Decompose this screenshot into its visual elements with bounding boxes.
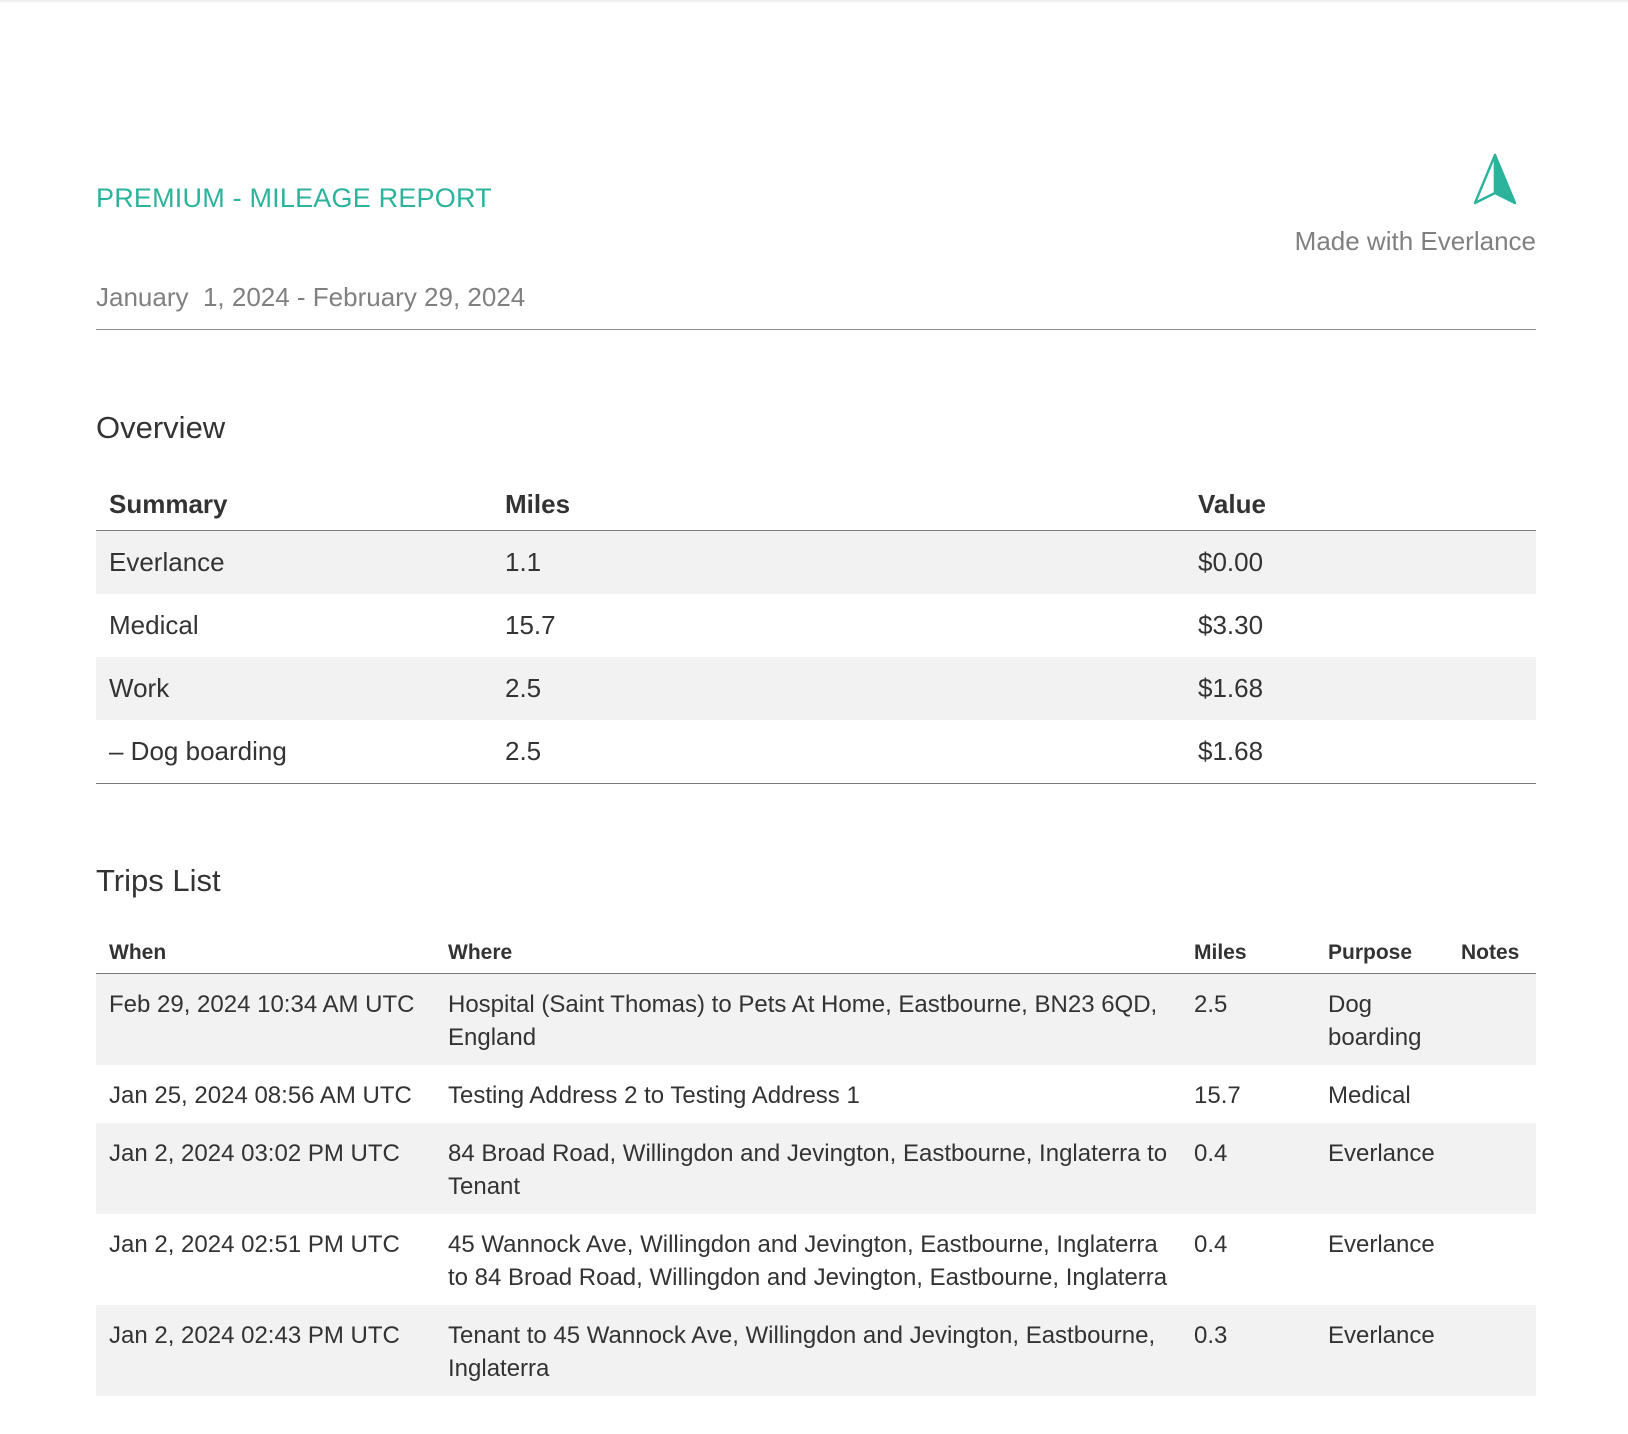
trip-row — [96, 1065, 1536, 1123]
trip-miles: 2.5 — [1194, 991, 1228, 1018]
trip-row — [96, 1214, 1536, 1305]
trip-miles: 15.7 — [1194, 1082, 1241, 1109]
value-cell: $1.68 — [1198, 673, 1264, 703]
miles-cell: 2.5 — [492, 720, 1185, 784]
miles-cell: 2.5 — [505, 673, 542, 703]
column-header-where: Where — [435, 935, 1181, 974]
overview-row — [96, 720, 1536, 784]
header-divider — [96, 329, 1536, 330]
trip-when: Jan 25, 2024 08:56 AM UTC — [109, 1082, 412, 1109]
summary-cell: Work — [109, 673, 170, 703]
trip-where: 45 Wannock Ave, Willingdon and Jevington, Eastbourne, Inglaterra to 84 Broad Road, Willingdon and Jevington, Eastbourne, Inglaterra — [448, 1231, 1168, 1291]
overview-header-row — [96, 478, 1536, 531]
trip-purpose: Dog boarding — [1328, 991, 1422, 1051]
value-cell: $1.68 — [1185, 720, 1536, 784]
trip-where: Tenant to 45 Wannock Ave, Willingdon and Jevington, Eastbourne, Inglaterra — [448, 1322, 1156, 1382]
trip-notes — [1448, 1305, 1536, 1396]
trip-where: Hospital (Saint Thomas) to Pets At Home, Eastbourne, BN23 6QD, England — [448, 991, 1158, 1051]
column-header-miles: Miles — [492, 478, 1185, 531]
report-date-range: January 1, 2024 - February 29, 2024 — [96, 282, 526, 312]
report-header — [96, 0, 1536, 330]
trip-purpose: Everlance — [1328, 1140, 1435, 1167]
summary-cell: Medical — [109, 610, 199, 640]
trip-miles: 0.4 — [1194, 1140, 1228, 1167]
column-header-when: When — [96, 935, 435, 974]
trip-notes — [1448, 1123, 1536, 1214]
overview-row — [96, 657, 1536, 720]
summary-cell: Everlance — [109, 547, 225, 577]
column-header-notes: Notes — [1448, 935, 1536, 974]
overview-table — [96, 478, 1536, 784]
overview-title: Overview — [96, 410, 226, 445]
trip-purpose: Everlance — [1328, 1231, 1435, 1258]
column-header-summary: Summary — [96, 478, 492, 531]
trip-when: Jan 2, 2024 02:51 PM UTC — [109, 1231, 400, 1258]
trip-notes — [1448, 1065, 1536, 1123]
report-page — [96, 0, 1536, 1382]
miles-cell: 15.7 — [505, 610, 556, 640]
trip-purpose: Everlance — [1328, 1322, 1435, 1349]
trips-table — [96, 935, 1536, 1396]
column-header-value: Value — [1185, 478, 1536, 531]
trip-row — [96, 974, 1536, 1066]
trip-when: Jan 2, 2024 02:43 PM UTC — [109, 1322, 400, 1349]
trip-purpose: Medical — [1328, 1082, 1411, 1109]
miles-cell: 1.1 — [505, 547, 542, 577]
column-header-purpose: Purpose — [1315, 935, 1448, 974]
report-title: PREMIUM - MILEAGE REPORT — [96, 183, 492, 213]
trip-when: Jan 2, 2024 03:02 PM UTC — [109, 1140, 400, 1167]
trip-where: Testing Address 2 to Testing Address 1 — [448, 1082, 860, 1109]
trip-row — [96, 1123, 1536, 1214]
value-cell: $0.00 — [1198, 547, 1264, 577]
trip-notes — [1448, 974, 1536, 1066]
value-cell: $3.30 — [1198, 610, 1264, 640]
summary-cell: – Dog boarding — [96, 720, 492, 784]
column-header-miles: Miles — [1181, 935, 1315, 974]
made-with-everlance: Made with Everlance — [1294, 226, 1536, 256]
overview-row — [96, 594, 1536, 657]
trips-header-row — [96, 935, 1536, 974]
trip-row — [96, 1305, 1536, 1396]
overview-row — [96, 531, 1536, 595]
trip-miles: 0.4 — [1194, 1231, 1228, 1258]
trip-when: Feb 29, 2024 10:34 AM UTC — [109, 991, 415, 1018]
trip-miles: 0.3 — [1194, 1322, 1228, 1349]
everlance-arrow-icon — [1472, 153, 1518, 207]
trips-list-title: Trips List — [96, 863, 221, 898]
trip-where: 84 Broad Road, Willingdon and Jevington, Eastbourne, Inglaterra to Tenant — [448, 1140, 1168, 1200]
trip-notes — [1448, 1214, 1536, 1305]
